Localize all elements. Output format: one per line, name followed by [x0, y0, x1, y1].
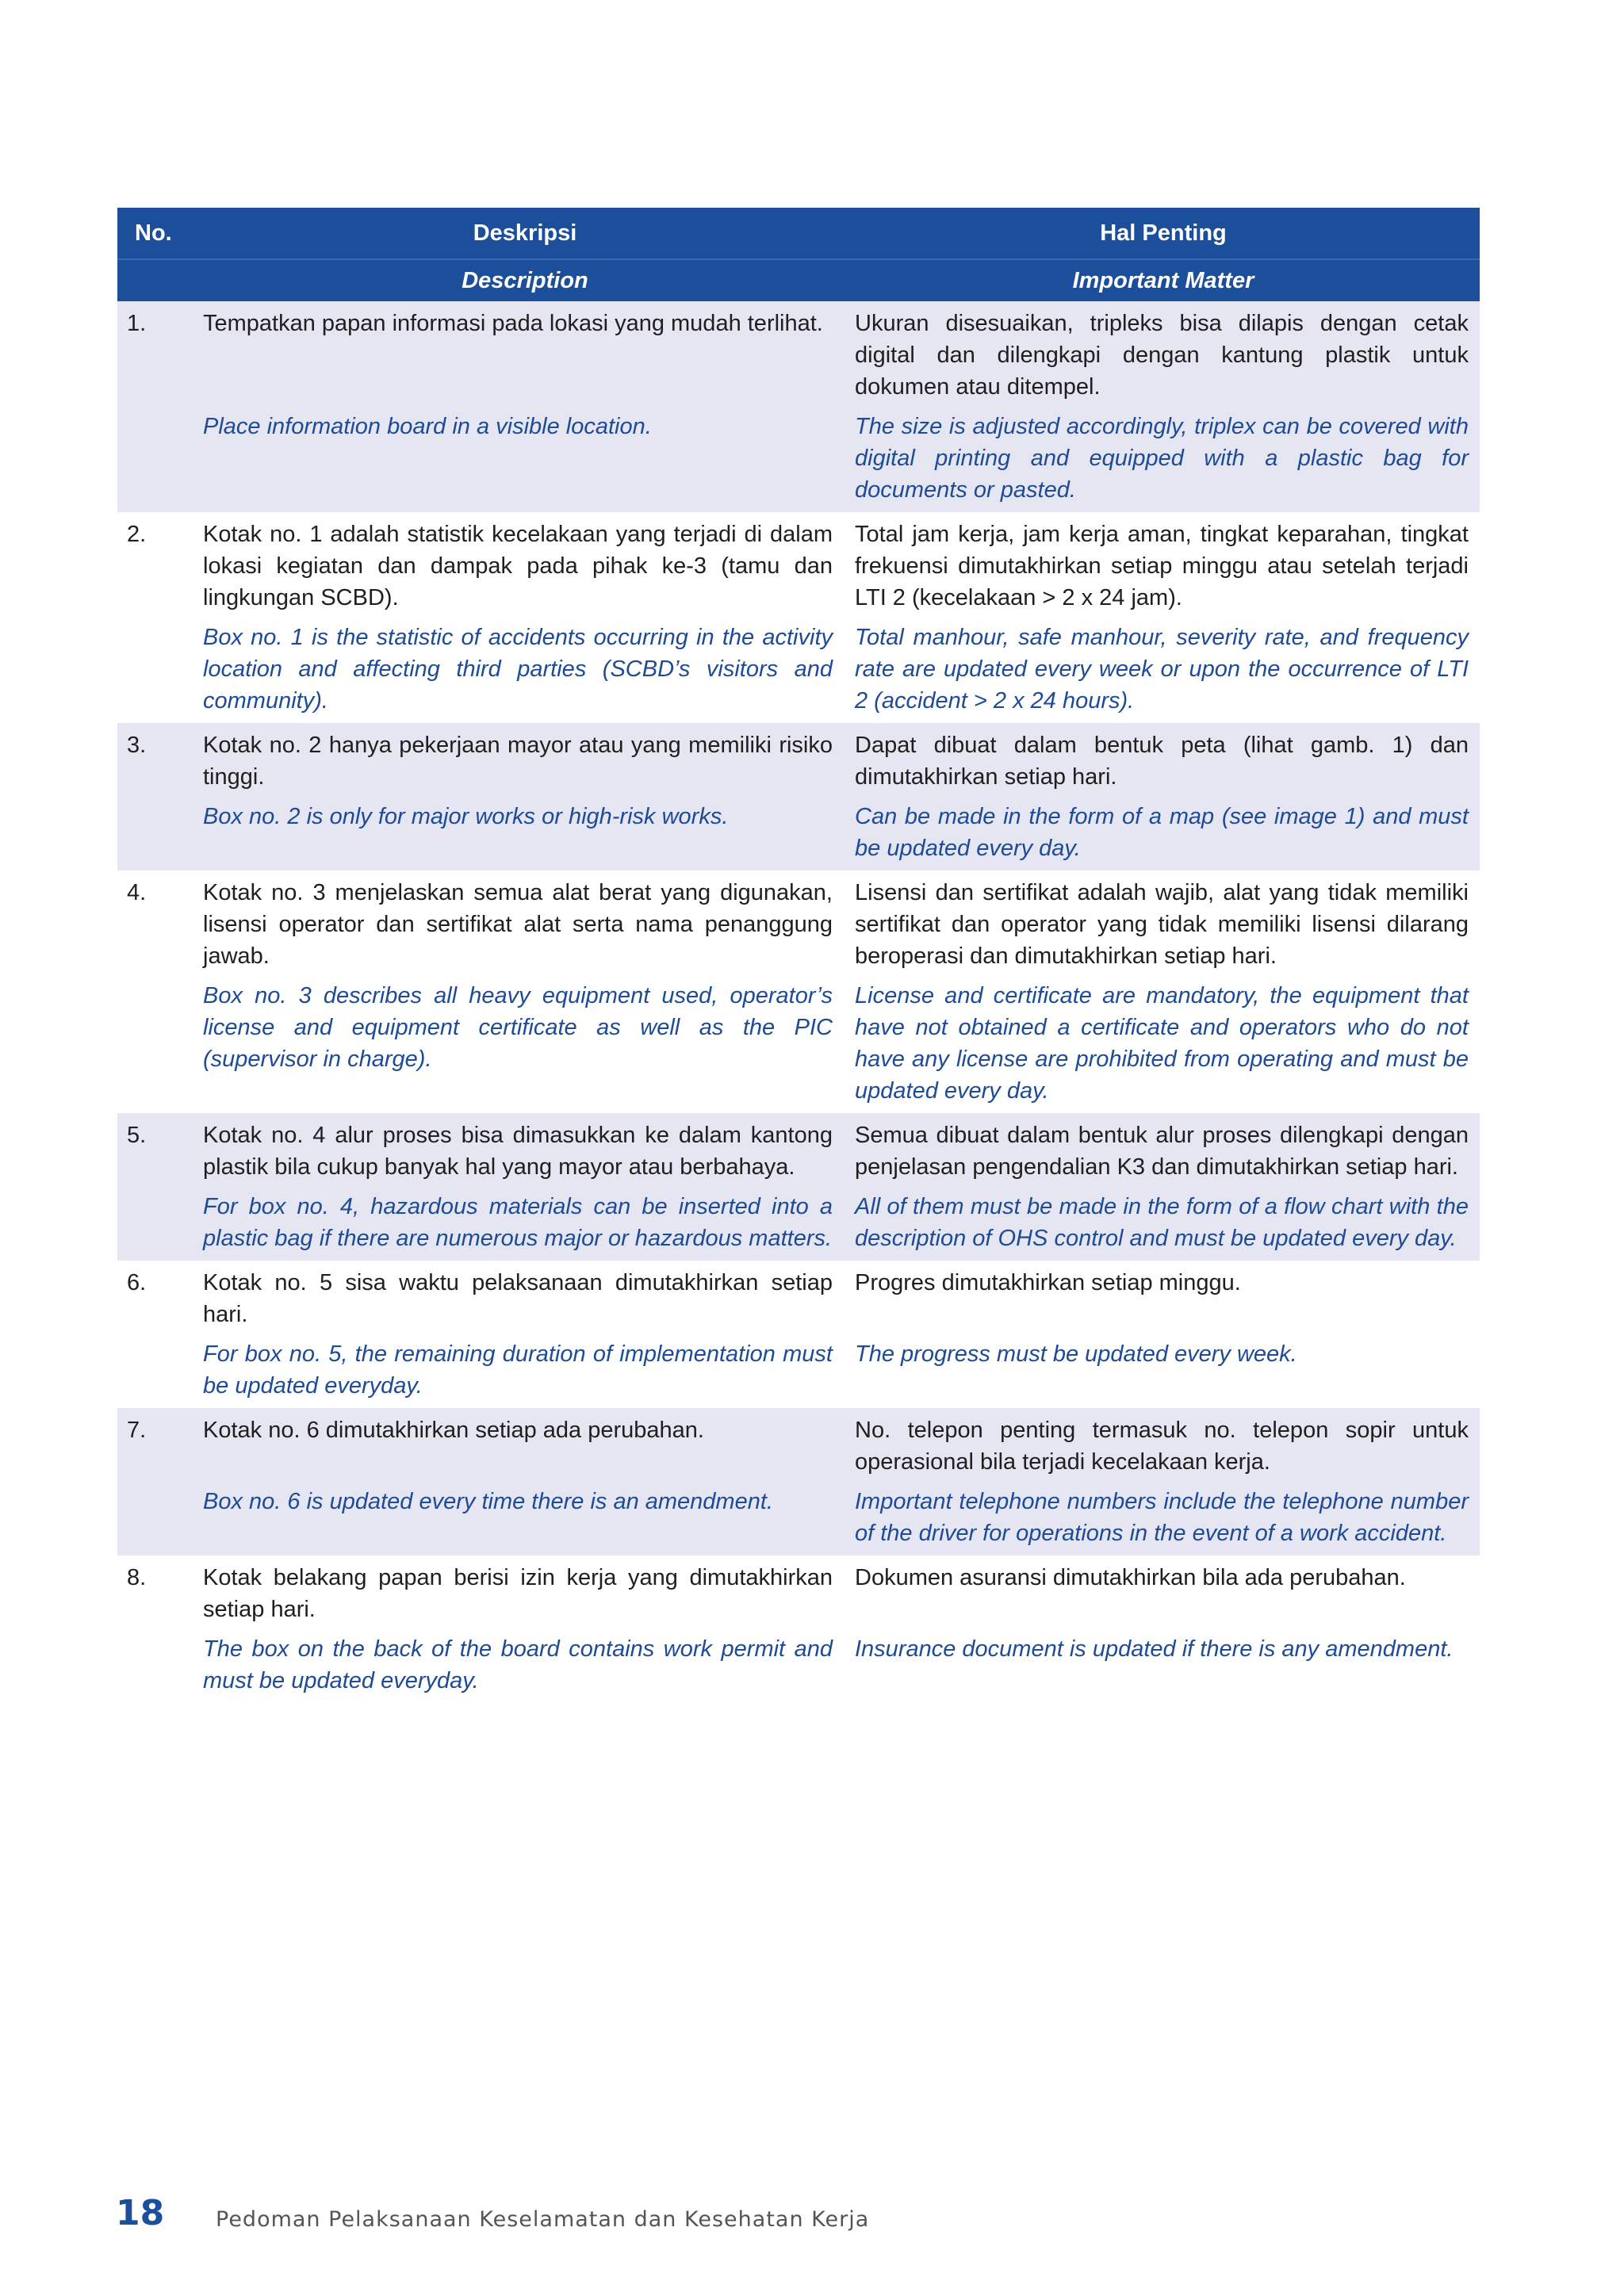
- row-number: 8.: [127, 1565, 147, 1590]
- header-row-indonesian: [117, 208, 1480, 259]
- guideline-table: [117, 208, 1480, 1703]
- description-id: Kotak belakang papan berisi izin kerja yang dimutakhirkan setiap hari.: [203, 1565, 833, 1622]
- row-number: 1.: [117, 301, 203, 512]
- table-row-translation: [117, 978, 1480, 1113]
- table-row-translation: [117, 1189, 1480, 1261]
- description-id: Kotak no. 2 hanya pekerjaan mayor atau yang memiliki risiko tinggi.: [203, 723, 847, 799]
- important-id: Progres dimutakhirkan setiap minggu.: [855, 1270, 1241, 1295]
- table-row: [117, 1113, 1480, 1189]
- table-row: [117, 1556, 1480, 1632]
- table-row-translation: [117, 409, 1480, 512]
- row-number: 4.: [127, 880, 147, 905]
- row-number: 7.: [117, 1408, 203, 1556]
- table-row-translation: [117, 620, 1480, 723]
- description-id: Kotak no. 1 adalah statistik kecelakaan yang terjadi di dalam lokasi kegiatan dan dampak pada pihak ke-3 (tamu dan lingkungan SCBD).: [203, 522, 833, 610]
- important-id: Lisensi dan sertifikat adalah wajib, alat yang tidak memiliki sertifikat dan operator yang tidak memiliki lisensi dilarang beroperasi dan dimutakhirkan setiap hari.: [855, 880, 1469, 969]
- page-number: 18: [116, 2193, 165, 2233]
- description-en: The box on the back of the board contains work permit and must be updated everyday.: [203, 1636, 833, 1693]
- header-row-english: [117, 259, 1480, 301]
- important-id: No. telepon penting termasuk no. telepon sopir untuk operasional bila terjadi kecelakaan kerja.: [847, 1408, 1480, 1484]
- table-row: [117, 723, 1480, 799]
- header-important-id: Hal Penting: [847, 208, 1480, 259]
- description-en: Box no. 3 describes all heavy equipment used, operator’s license and equipment certificate as well as the PIC (supervisor in charge).: [203, 983, 833, 1072]
- description-id: Kotak no. 3 menjelaskan semua alat berat yang digunakan, lisensi operator dan sertifikat alat serta nama penanggung jawab.: [203, 880, 833, 969]
- table-row-translation: [117, 1484, 1480, 1556]
- important-en: The progress must be updated every week.: [855, 1341, 1297, 1367]
- important-id: Total jam kerja, jam kerja aman, tingkat keparahan, tingkat frekuensi dimutakhirkan setiap minggu atau setelah terjadi LTI 2 (kecelakaan > 2 x 24 jam).: [855, 522, 1469, 610]
- important-en: All of them must be made in the form of a flow chart with the description of OHS control and must be updated every day.: [847, 1189, 1480, 1261]
- table-header: [117, 208, 1480, 301]
- guideline-table-container: [117, 208, 1480, 1703]
- table-row-translation: [117, 799, 1480, 871]
- important-en: Important telephone numbers include the telephone number of the driver for operations in the event of a work accident.: [847, 1484, 1480, 1556]
- description-en: Box no. 2 is only for major works or high-risk works.: [203, 799, 847, 871]
- table-row: [117, 512, 1480, 620]
- row-number: 5.: [117, 1113, 203, 1261]
- description-id: Kotak no. 4 alur proses bisa dimasukkan ke dalam kantong plastik bila cukup banyak hal yang mayor atau berbahaya.: [203, 1113, 847, 1189]
- important-en: Insurance document is updated if there is any amendment.: [855, 1636, 1454, 1662]
- important-id: Semua dibuat dalam bentuk alur proses dilengkapi dengan penjelasan pengendalian K3 dan dimutakhirkan setiap hari.: [847, 1113, 1480, 1189]
- table-body: [117, 301, 1480, 1703]
- row-number: 3.: [117, 723, 203, 871]
- important-en: License and certificate are mandatory, the equipment that have not obtained a certificate and operators who do not have any license are prohibited from operating and must be updated every day.: [855, 983, 1469, 1104]
- description-en: Box no. 1 is the statistic of accidents occurring in the activity location and affecting third parties (SCBD’s visitors and community).: [203, 625, 833, 714]
- description-en: For box no. 5, the remaining duration of implementation must be updated everyday.: [203, 1341, 833, 1399]
- row-number: 2.: [127, 522, 147, 547]
- table-row: [117, 301, 1480, 409]
- footer-title: Pedoman Pelaksanaan Keselamatan dan Kesehatan Kerja: [216, 2207, 870, 2232]
- description-id: Tempatkan papan informasi pada lokasi yang mudah terlihat.: [203, 301, 847, 409]
- table-row: [117, 1261, 1480, 1337]
- description-en: For box no. 4, hazardous materials can be inserted into a plastic bag if there are numerous major or hazardous matters.: [203, 1189, 847, 1261]
- header-description-en: Description: [203, 259, 847, 301]
- table-row: [117, 1408, 1480, 1484]
- important-en: Total manhour, safe manhour, severity rate, and frequency rate are updated every week or upon the occurrence of LTI 2 (accident > 2 x 24 hours).: [855, 625, 1469, 714]
- description-id: Kotak no. 6 dimutakhirkan setiap ada perubahan.: [203, 1408, 847, 1484]
- important-id: Ukuran disesuaikan, tripleks bisa dilapis dengan cetak digital dan dilengkapi dengan kantung plastik untuk dokumen atau ditempel.: [847, 301, 1480, 409]
- header-important-en: Important Matter: [847, 259, 1480, 301]
- important-en: The size is adjusted accordingly, triplex can be covered with digital printing and equipped with a plastic bag for documents or pasted.: [847, 409, 1480, 512]
- description-en: Place information board in a visible location.: [203, 409, 847, 512]
- table-row: [117, 871, 1480, 978]
- table-row-translation: [117, 1337, 1480, 1408]
- description-id: Kotak no. 5 sisa waktu pelaksanaan dimutakhirkan setiap hari.: [203, 1270, 833, 1327]
- row-number: 6.: [127, 1270, 147, 1295]
- header-no: No.: [117, 208, 203, 259]
- description-en: Box no. 6 is updated every time there is an amendment.: [203, 1484, 847, 1556]
- important-en: Can be made in the form of a map (see image 1) and must be updated every day.: [847, 799, 1480, 871]
- header-description-id: Deskripsi: [203, 208, 847, 259]
- table-row-translation: [117, 1632, 1480, 1703]
- important-id: Dokumen asuransi dimutakhirkan bila ada perubahan.: [855, 1565, 1406, 1590]
- header-no-blank: [117, 259, 203, 301]
- important-id: Dapat dibuat dalam bentuk peta (lihat gamb. 1) dan dimutakhirkan setiap hari.: [847, 723, 1480, 799]
